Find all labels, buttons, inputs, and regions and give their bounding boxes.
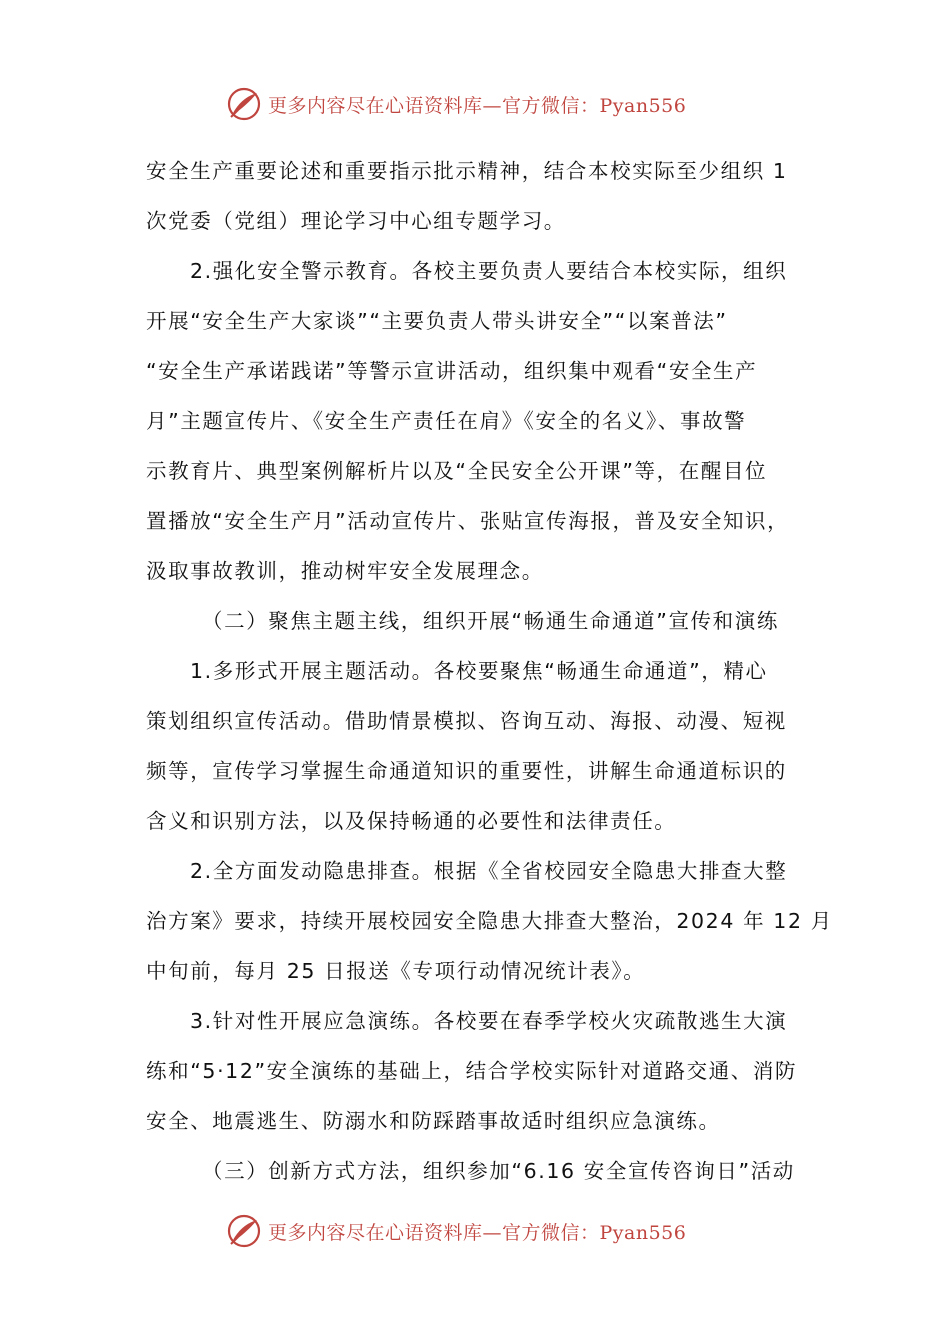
paragraph-line: 次党委（党组）理论学习中心组专题学习。 — [146, 209, 566, 233]
paragraph-line: 频等，宣传学习掌握生命通道知识的重要性，讲解生命通道标识的 — [146, 759, 787, 783]
quill-logo-icon — [226, 1213, 262, 1249]
footer-banner-text: 更多内容尽在心语资料库—官方微信：Pyan556 — [268, 1221, 687, 1244]
paragraph-line: 治方案》要求，持续开展校园安全隐患大排查大整治，2024 年 12 月 — [146, 909, 833, 933]
paragraph-line: 2.强化安全警示教育。各校主要负责人要结合本校实际，组织 — [190, 259, 788, 283]
paragraph-line: 汲取事故教训，推动树牢安全发展理念。 — [146, 559, 544, 583]
paragraph-line: 含义和识别方法，以及保持畅通的必要性和法律责任。 — [146, 809, 677, 833]
paragraph-line: 开展“安全生产大家谈”“主要负责人带头讲安全”“以案普法” — [146, 309, 728, 333]
paragraph-line: 策划组织宣传活动。借助情景模拟、咨询互动、海报、动漫、短视 — [146, 709, 787, 733]
header-banner-text: 更多内容尽在心语资料库—官方微信：Pyan556 — [268, 94, 687, 117]
section-heading: （二）聚焦主题主线，组织开展“畅通生命通道”宣传和演练 — [202, 609, 779, 633]
header-watermark-banner — [226, 84, 686, 124]
paragraph-line: “安全生产承诺践诺”等警示宣讲活动，组织集中观看“安全生产 — [146, 359, 758, 383]
quill-logo-icon — [226, 86, 262, 122]
document-body — [146, 146, 833, 1196]
paragraph-line: 1.多形式开展主题活动。各校要聚焦“畅通生命通道”，精心 — [190, 659, 768, 683]
paragraph-line: 置播放“安全生产月”活动宣传片、张贴宣传海报，普及安全知识， — [146, 509, 790, 533]
paragraph-line: 示教育片、典型案例解析片以及“全民安全公开课”等，在醒目位 — [146, 459, 768, 483]
section-heading: （三）创新方式方法，组织参加“6.16 安全宣传咨询日”活动 — [202, 1159, 795, 1183]
paragraph-line: 2.全方面发动隐患排查。根据《全省校园安全隐患大排查大整 — [190, 859, 788, 883]
paragraph-line: 安全、地震逃生、防溺水和防踩踏事故适时组织应急演练。 — [146, 1109, 721, 1133]
paragraph-line: 安全生产重要论述和重要指示批示精神，结合本校实际至少组织 1 — [146, 159, 788, 183]
footer-watermark-banner — [226, 1211, 686, 1251]
paragraph-line: 中旬前，每月 25 日报送《专项行动情况统计表》。 — [146, 959, 646, 983]
paragraph-line: 3.针对性开展应急演练。各校要在春季学校火灾疏散逃生大演 — [190, 1009, 788, 1033]
paragraph-line: 练和“5·12”安全演练的基础上，结合学校实际针对道路交通、消防 — [146, 1059, 798, 1083]
paragraph-line: 月”主题宣传片、《安全生产责任在肩》《安全的名义》、事故警 — [146, 409, 747, 433]
